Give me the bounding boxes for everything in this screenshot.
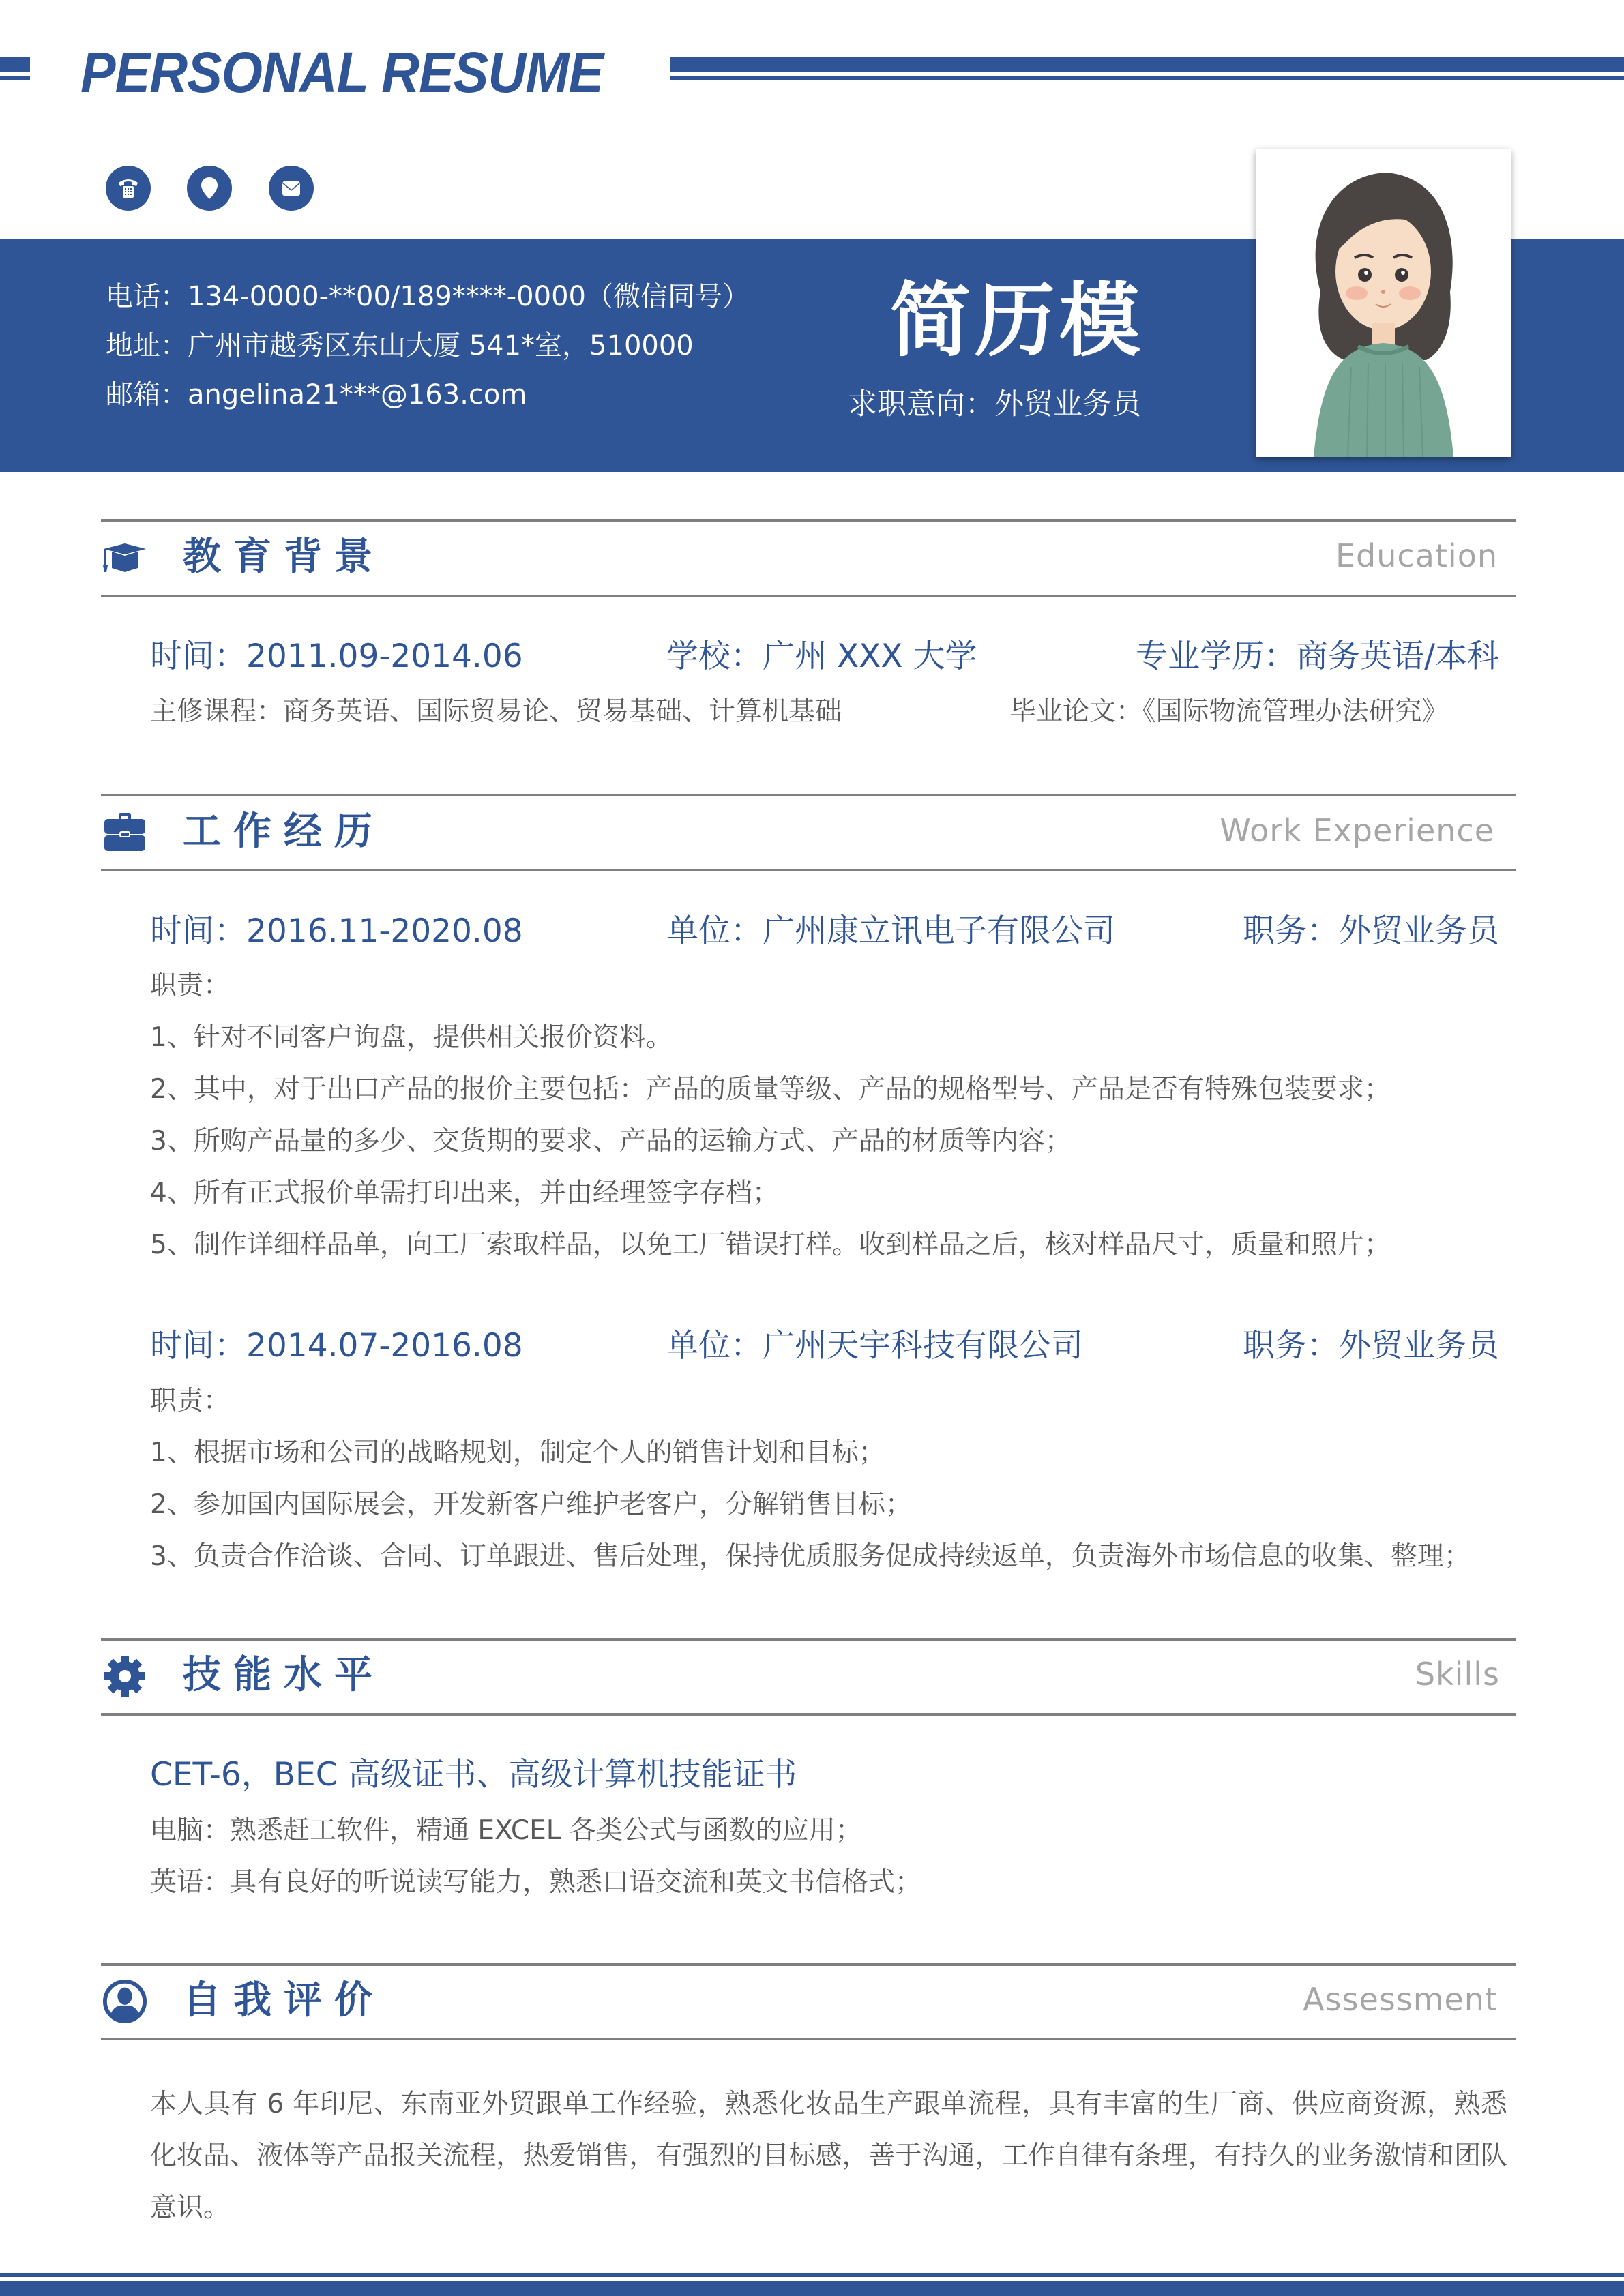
job2-company: 单位：广州天宇科技有限公司 — [666, 1327, 1083, 1365]
job2-position: 职务：外贸业务员 — [1243, 1327, 1499, 1365]
skills-english: 英语：具有良好的听说读写能力，熟悉口语交流和英文书信格式； — [150, 1867, 922, 1898]
candidate-name: 简历模 — [890, 273, 1145, 368]
education-courses: 主修课程：商务英语、国际贸易论、贸易基础、计算机基础 — [150, 696, 842, 727]
skills-title: 技能水平 — [183, 1653, 385, 1697]
work-title: 工作经历 — [183, 809, 385, 854]
contact-phone: 电话：134-0000-**00/189****-0000（微信同号） — [106, 281, 750, 312]
user-circle-icon — [102, 1979, 147, 2024]
job1-duties-label: 职责： — [150, 970, 231, 1001]
footer-bar-thin — [0, 2273, 1624, 2277]
job2-time: 时间：2014.07-2016.08 — [150, 1327, 523, 1365]
assessment-top-divider — [101, 1963, 1516, 1966]
assessment-text: 本人具有 6 年印尼、东南亚外贸跟单工作经验，熟悉化妆品生产跟单流程，具有丰富的生厂商、供应商资源，熟悉化妆品、液体等产品报关流程，热爱销售，有强烈的目标感，善于沟通，工作自律有条理，有持久的业务激情和团队意识。 — [150, 2089, 1507, 2223]
job2-duties-label: 职责： — [150, 1386, 231, 1416]
title-bar-left-thick — [0, 57, 30, 72]
job2-duty: 3、负责合作洽谈、合同、订单跟进、售后处理，保持优质服务促成持续返单，负责海外市场信息的收集、整理； — [150, 1541, 1471, 1572]
assessment-bottom-divider — [101, 2038, 1516, 2040]
contact-email: 邮箱：angelina21***@163.com — [106, 379, 527, 411]
briefcase-icon — [102, 809, 147, 854]
mail-icon — [269, 166, 314, 211]
education-major: 专业学历：商务英语/本科 — [1136, 638, 1499, 675]
job1-duty: 2、其中，对于出口产品的报价主要包括：产品的质量等级、产品的规格型号、产品是否有特殊包装要求； — [150, 1074, 1391, 1105]
job1-position: 职务：外贸业务员 — [1243, 912, 1499, 950]
education-school: 学校：广州 XXX 大学 — [666, 638, 977, 675]
graduation-cap-icon — [102, 535, 147, 580]
skills-certs: CET-6，BEC 高级证书、高级计算机技能证书 — [150, 1756, 797, 1793]
assessment-title: 自我评价 — [183, 1978, 385, 2023]
contact-address: 地址：广州市越秀区东山大厦 541*室，510000 — [106, 330, 694, 361]
education-top-divider — [101, 519, 1516, 522]
job-intent: 求职意向：外贸业务员 — [848, 387, 1141, 421]
job1-duty: 4、所有正式报价单需打印出来，并由经理签字存档； — [150, 1178, 779, 1208]
work-top-divider — [101, 794, 1516, 796]
education-title-en: Education — [1335, 537, 1498, 574]
avatar-photo — [1256, 149, 1511, 457]
skills-title-en: Skills — [1415, 1656, 1500, 1693]
page-title-en: PERSONAL RESUME — [80, 40, 604, 104]
skills-computer: 电脑：熟悉赶工软件，精通 EXCEL 各类公式与函数的应用； — [150, 1815, 862, 1846]
title-bar-right-thin — [670, 76, 1624, 80]
job1-duty: 3、所购产品量的多少、交货期的要求、产品的运输方式、产品的材质等内容； — [150, 1126, 1072, 1157]
job2-duty: 1、根据市场和公司的战略规划，制定个人的销售计划和目标； — [150, 1437, 885, 1468]
assessment-title-en: Assessment — [1303, 1981, 1498, 2018]
skills-bottom-divider — [101, 1713, 1516, 1716]
title-bar-right-thick — [670, 57, 1624, 72]
job1-duty: 1、针对不同客户询盘，提供相关报价资料。 — [150, 1022, 673, 1053]
title-bar-left-thin — [0, 76, 30, 80]
skills-top-divider — [101, 1638, 1516, 1641]
job2-duty: 2、参加国内国际展会，开发新客户维护老客户，分解销售目标； — [150, 1489, 912, 1520]
job1-time: 时间：2016.11-2020.08 — [150, 912, 523, 950]
education-title: 教育背景 — [183, 535, 385, 579]
job1-duty: 5、制作详细样品单，向工厂索取样品，以免工厂错误打样。收到样品之后，核对样品尺寸，质量和照片； — [150, 1229, 1391, 1260]
work-title-en: Work Experience — [1220, 812, 1494, 849]
education-time: 时间：2011.09-2014.06 — [150, 638, 523, 675]
footer-bar-thick — [0, 2281, 1624, 2296]
location-pin-icon — [187, 166, 232, 211]
gear-icon — [102, 1654, 147, 1699]
work-bottom-divider — [101, 869, 1516, 871]
job1-company: 单位：广州康立讯电子有限公司 — [666, 912, 1115, 950]
phone-icon — [106, 166, 151, 211]
education-bottom-divider — [101, 595, 1516, 597]
education-thesis: 毕业论文：《国际物流管理办法研究》 — [1009, 696, 1449, 727]
